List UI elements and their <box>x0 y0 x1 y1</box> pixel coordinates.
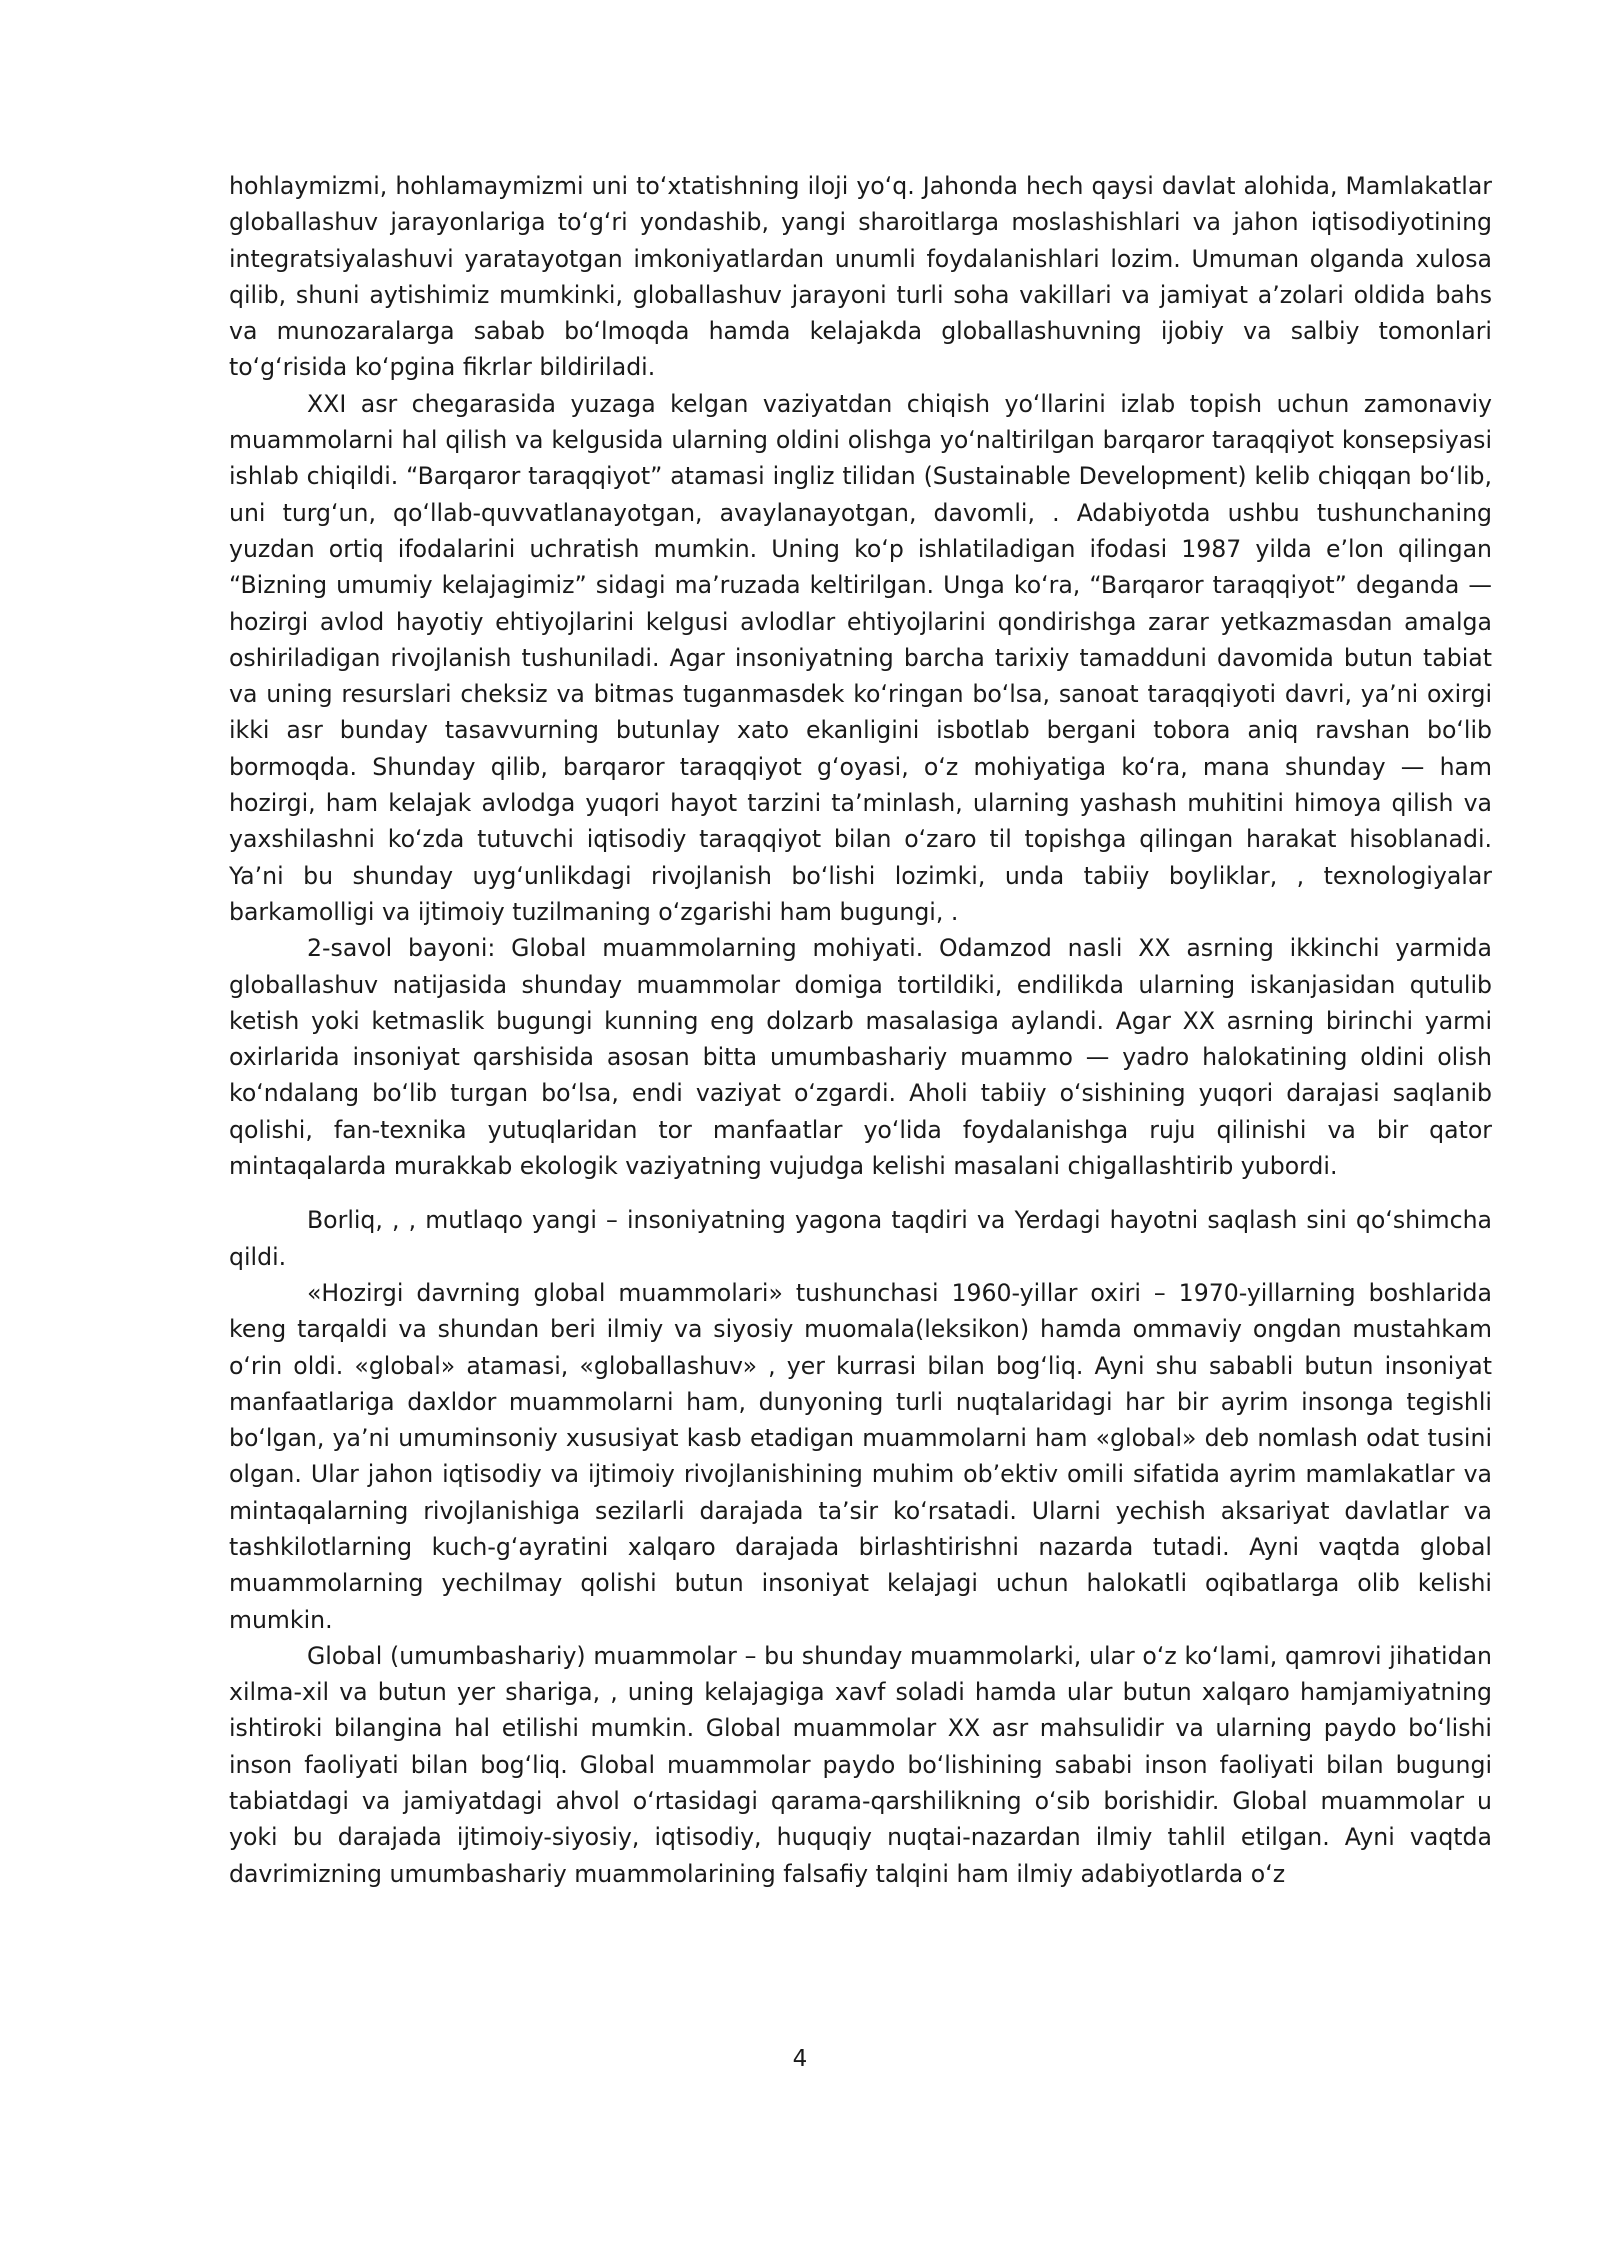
body-text <box>229 168 1492 1892</box>
paragraph-4: Borliq, , , mutlaqo yangi – insoniyatning yagona taqdiri va Yerdagi hayotni saqlash sini qoʻshimcha qildi. <box>229 1206 1492 1271</box>
paragraph-1: hohlaymizmi, hohlamaymizmi uni toʻxtatishning iloji yoʻq. Jahonda hech qaysi davlat alohida, Mamlakatlar globallashuv jarayonlariga toʻgʻri yondashib, yangi sharoitlarga moslashishlari va jahon iqtisodiyotining integratsiyalashuvi yaratayotgan imkoniyatlardan unumli foydalanishlari lozim. Umuman olganda xulosa qilib, shuni aytishimiz mumkinki, globallashuv jarayoni turli soha vakillari va jamiyat aʼzolari oldida bahs va munozaralarga sabab boʻlmoqda hamda kelajakda globallashuvning ijobiy va salbiy tomonlari toʻgʻrisida koʻpgina fikrlar bildiriladi. <box>229 172 1492 382</box>
paragraph-2: XXI asr chegarasida yuzaga kelgan vaziyatdan chiqish yoʻllarini izlab topish uchun zamonaviy muammolarni hal qilish va kelgusida ularning oldini olishga yoʻnaltirilgan barqaror taraqqiyot konsepsiyasi ishlab chiqildi. “Barqaror taraqqiyot” atamasi ingliz tilidan (Sustainable Development) kelib chiqqan boʻlib, uni turgʻun, qoʻllab-quvvatlanayotgan, avaylanayotgan, davomli, . Adabiyotda ushbu tushunchaning yuzdan ortiq ifodalarini uchratish mumkin. Uning koʻp ishlatiladigan ifodasi 1987 yilda eʼlon qilingan “Bizning umumiy kelajagimiz” sidagi maʼruzada keltirilgan. Unga koʻra, “Barqaror taraqqiyot” deganda — hozirgi avlod hayotiy ehtiyojlarini kelgusi avlodlar ehtiyojlarini qondirishga zarar yetkazmasdan amalga oshiriladigan rivojlanish tushuniladi. Agar insoniyatning barcha tarixiy tamadduni davomida butun tabiat va uning resurslari cheksiz va bitmas tuganmasdek koʻringan boʻlsa, sanoat taraqqiyoti davri, yaʼni oxirgi ikki asr bunday tasavvurning butunlay xato ekanligini isbotlab bergani tobora aniq ravshan boʻlib bormoqda. Shunday qilib, barqaror taraqqiyot gʻoyasi, oʻz mohiyatiga koʻra, mana shunday — ham hozirgi, ham kelajak avlodga yuqori hayot tarzini taʼminlash, ularning yashash muhitini himoya qilish va yaxshilashni koʻzda tutuvchi iqtisodiy taraqqiyot bilan oʻzaro til topishga qilingan harakat hisoblanadi. Yaʼni bu shunday uygʻunlikdagi rivojlanish boʻlishi lozimki, unda tabiiy boyliklar, , texnologiyalar barkamolligi va ijtimoiy tuzilmaning oʻzgarishi ham bugungi, . <box>229 389 1492 926</box>
paragraph-5: «Hozirgi davrning global muammolari» tushunchasi 1960-yillar oxiri – 1970-yillarning boshlarida keng tarqaldi va shundan beri ilmiy va siyosiy muomala(leksikon) hamda ommaviy ongdan mustahkam oʻrin oldi. «global» atamasi, «globallashuv» , yer kurrasi bilan bogʻliq. Ayni shu sababli butun insoniyat manfaatlariga daxldor muammolarni ham, dunyoning turli nuqtalaridagi har bir ayrim insonga tegishli boʻlgan, yaʼni umuminsoniy xususiyat kasb etadigan muammolarni ham «global» deb nomlash odat tusini olgan. Ular jahon iqtisodiy va ijtimoiy rivojlanishining muhim obʼektiv omili sifatida ayrim mamlakatlar va mintaqalarning rivojlanishiga sezilarli darajada taʼsir koʻrsatadi. Ularni yechish aksariyat davlatlar va tashkilotlarning kuch-gʻayratini xalqaro darajada birlashtirishni nazarda tutadi. Ayni vaqtda global muammolarning yechilmay qolishi butun insoniyat kelajagi uchun halokatli oqibatlarga olib kelishi mumkin. <box>229 1278 1492 1634</box>
paragraph-3: 2-savol bayoni: Global muammolarning mohiyati. Odamzod nasli XX asrning ikkinchi yarmida globallashuv natijasida shunday muammolar domiga tortildiki, endilikda ularning iskanjasidan qutulib ketish yoki ketmaslik bugungi kunning eng dolzarb masalasiga aylandi. Agar XX asrning birinchi yarmi oxirlarida insoniyat qarshisida asosan bitta umumbashariy muammo — yadro halokatining oldini olish koʻndalang boʻlib turgan boʻlsa, endi vaziyat oʻzgardi. Aholi tabiiy oʻsishining yuqori darajasi saqlanib qolishi, fan-texnika yutuqlaridan tor manfaatlar yoʻlida foydalanishga ruju qilinishi va bir qator mintaqalarda murakkab ekologik vaziyatning vujudga kelishi masalani chigallashtirib yubordi. <box>229 934 1492 1181</box>
paragraph-6: Global (umumbashariy) muammolar – bu shunday muammolarki, ular oʻz koʻlami, qamrovi jihatidan xilma-xil va butun yer shariga, , uning kelajagiga xavf soladi hamda ular butun xalqaro hamjamiyatning ishtiroki bilangina hal etilishi mumkin. Global muammolar XX asr mahsulidir va ularning paydo boʻlishi inson faoliyati bilan bogʻliq. Global muammolar paydo boʻlishining sababi inson faoliyati bilan bugungi tabiatdagi va jamiyatdagi ahvol oʻrtasidagi qarama-qarshilikning oʻsib borishidir. Global muammolar u yoki bu darajada ijtimoiy-siyosiy, iqtisodiy, huquqiy nuqtai-nazardan ilmiy tahlil etilgan. Ayni vaqtda davrimizning umumbashariy muammolarining falsafiy talqini ham ilmiy adabiyotlarda oʻz <box>229 1641 1492 1888</box>
page-number: 4 <box>792 2046 808 2072</box>
